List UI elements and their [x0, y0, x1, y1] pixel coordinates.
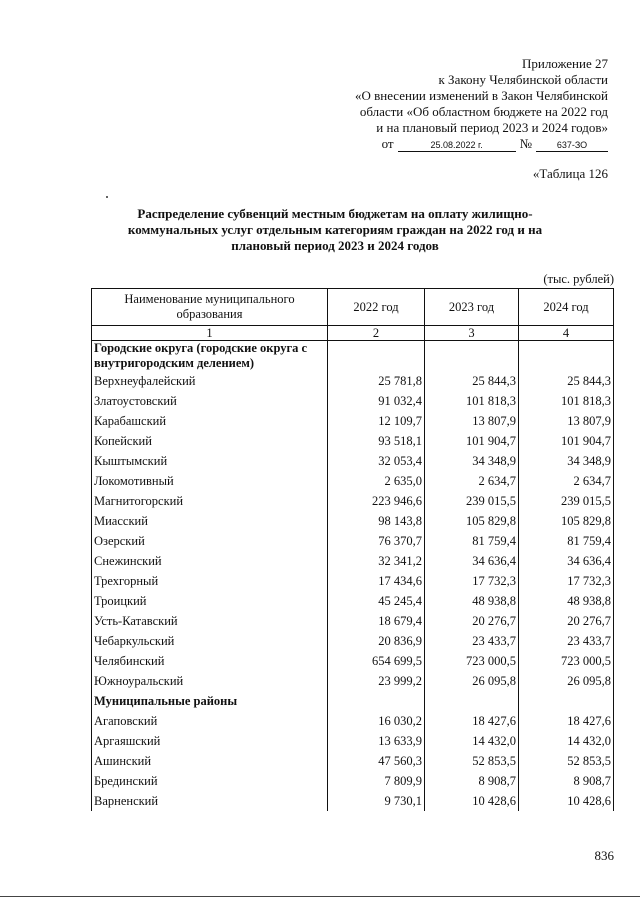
col-number: 4: [519, 326, 614, 341]
table-row: [92, 431, 614, 451]
value-2024: 34 348,9: [519, 451, 614, 471]
table-row: [92, 411, 614, 431]
value-2024: 52 853,5: [519, 751, 614, 771]
value-2022: 13 633,9: [328, 731, 425, 751]
row-name: Брединский: [92, 771, 328, 791]
row-name: Трехгорный: [92, 571, 328, 591]
row-name: Кыштымский: [92, 451, 328, 471]
value-2023: 8 908,7: [425, 771, 519, 791]
table-row: [92, 651, 614, 671]
value-2024: 81 759,4: [519, 531, 614, 551]
row-name: Челябинский: [92, 651, 328, 671]
value-2023: 34 348,9: [425, 451, 519, 471]
table-row: [92, 511, 614, 531]
value-2023: 723 000,5: [425, 651, 519, 671]
value-2022: 23 999,2: [328, 671, 425, 691]
row-name: Озерский: [92, 531, 328, 551]
row-name: Верхнеуфалейский: [92, 371, 328, 391]
value-2022: 2 635,0: [328, 471, 425, 491]
row-name: Златоустовский: [92, 391, 328, 411]
value-2023: 101 904,7: [425, 431, 519, 451]
header-line: к Закону Челябинской области: [438, 72, 608, 87]
value-2024: 723 000,5: [519, 651, 614, 671]
table-row: [92, 491, 614, 511]
value-2022: 654 699,5: [328, 651, 425, 671]
header-line: и на плановый период 2023 и 2024 годов»: [376, 120, 608, 135]
table-row: [92, 711, 614, 731]
row-name: Агаповский: [92, 711, 328, 731]
scan-speck: [106, 196, 108, 198]
value-2022: 17 434,6: [328, 571, 425, 591]
value-2022: 47 560,3: [328, 751, 425, 771]
value-2022: 16 030,2: [328, 711, 425, 731]
table-row: [92, 391, 614, 411]
value-2023: 23 433,7: [425, 631, 519, 651]
section-title: Муниципальные районы: [92, 691, 328, 711]
value-2022: 98 143,8: [328, 511, 425, 531]
table-row: [92, 531, 614, 551]
table-row: [92, 551, 614, 571]
header-line: Приложение 27: [521, 56, 608, 71]
units-label: (тыс. рублей): [543, 272, 614, 286]
value-2022: 76 370,7: [328, 531, 425, 551]
col-header-name: Наименование муниципального образования: [92, 289, 328, 326]
table-row: [92, 471, 614, 491]
table-row: [92, 571, 614, 591]
value-2023: 101 818,3: [425, 391, 519, 411]
value-2022: 25 781,8: [328, 371, 425, 391]
law-number: 637-ЗО: [536, 140, 608, 152]
row-name: Чебаркульский: [92, 631, 328, 651]
value-2024: 10 428,6: [519, 791, 614, 811]
table-row: [92, 751, 614, 771]
table-row: [92, 731, 614, 751]
col-header-2024: 2024 год: [519, 289, 614, 326]
value-2022: 20 836,9: [328, 631, 425, 651]
value-2023: 34 636,4: [425, 551, 519, 571]
row-name: Усть-Катавский: [92, 611, 328, 631]
value-2023: 14 432,0: [425, 731, 519, 751]
col-number: 2: [328, 326, 425, 341]
value-2023: 17 732,3: [425, 571, 519, 591]
law-date-number: [288, 136, 608, 152]
value-2024: 23 433,7: [519, 631, 614, 651]
value-2023: 2 634,7: [425, 471, 519, 491]
value-2024: 13 807,9: [519, 411, 614, 431]
table-row: [92, 611, 614, 631]
table-row: [92, 371, 614, 391]
value-2024: 26 095,8: [519, 671, 614, 691]
value-2022: 91 032,4: [328, 391, 425, 411]
table-row: [92, 631, 614, 651]
value-2022: 7 809,9: [328, 771, 425, 791]
value-2023: 52 853,5: [425, 751, 519, 771]
value-2023: 48 938,8: [425, 591, 519, 611]
table-header-row: [92, 289, 614, 326]
col-header-2023: 2023 год: [425, 289, 519, 326]
page-number: 836: [594, 848, 614, 863]
row-name: Южноуральский: [92, 671, 328, 691]
value-2024: 25 844,3: [519, 371, 614, 391]
value-2022: 18 679,4: [328, 611, 425, 631]
value-2024: 18 427,6: [519, 711, 614, 731]
table-row: [92, 591, 614, 611]
document-title: Распределение субвенций местным бюджетам на оплату жилищно-коммунальных услуг отдельным категориям граждан на 2022 год и на плановый период 2023 и 2024 годов: [127, 206, 543, 253]
from-label: от: [381, 136, 394, 151]
section-row-municipal-districts: [92, 691, 614, 711]
value-2022: 32 341,2: [328, 551, 425, 571]
value-2023: 105 829,8: [425, 511, 519, 531]
row-name: Снежинский: [92, 551, 328, 571]
value-2022: 32 053,4: [328, 451, 425, 471]
value-2024: 34 636,4: [519, 551, 614, 571]
value-2024: 101 818,3: [519, 391, 614, 411]
value-2022: 9 730,1: [328, 791, 425, 811]
row-name: Копейский: [92, 431, 328, 451]
value-2022: 93 518,1: [328, 431, 425, 451]
value-2024: 2 634,7: [519, 471, 614, 491]
value-2024: 239 015,5: [519, 491, 614, 511]
col-number: 3: [425, 326, 519, 341]
header-line: «О внесении изменений в Закон Челябинской: [354, 88, 608, 103]
row-name: Аргаяшский: [92, 731, 328, 751]
table-row: [92, 671, 614, 691]
value-2023: 20 276,7: [425, 611, 519, 631]
row-name: Варненский: [92, 791, 328, 811]
table-label: «Таблица 126: [532, 166, 608, 181]
value-2023: 239 015,5: [425, 491, 519, 511]
value-2024: 101 904,7: [519, 431, 614, 451]
appendix-header: [288, 56, 608, 152]
table-row: [92, 771, 614, 791]
value-2024: 14 432,0: [519, 731, 614, 751]
value-2023: 25 844,3: [425, 371, 519, 391]
value-2022: 45 245,4: [328, 591, 425, 611]
section-row-city-districts: [92, 341, 614, 372]
row-name: Магнитогорский: [92, 491, 328, 511]
row-name: Локомотивный: [92, 471, 328, 491]
col-number: 1: [92, 326, 328, 341]
row-name: Троицкий: [92, 591, 328, 611]
value-2024: 17 732,3: [519, 571, 614, 591]
value-2022: 12 109,7: [328, 411, 425, 431]
value-2023: 81 759,4: [425, 531, 519, 551]
header-line: области «Об областном бюджете на 2022 год: [359, 104, 608, 119]
row-name: Миасский: [92, 511, 328, 531]
value-2023: 18 427,6: [425, 711, 519, 731]
section-title: Городские округа (городские округа с внутригородским делением): [92, 341, 328, 372]
table-row: [92, 791, 614, 811]
column-number-row: [92, 326, 614, 341]
bottom-rule: [0, 896, 640, 897]
subsidy-table: [91, 288, 614, 811]
row-name: Ашинский: [92, 751, 328, 771]
row-name: Карабашский: [92, 411, 328, 431]
col-header-2022: 2022 год: [328, 289, 425, 326]
law-date: 25.08.2022 г.: [398, 140, 516, 152]
value-2023: 10 428,6: [425, 791, 519, 811]
value-2023: 13 807,9: [425, 411, 519, 431]
value-2024: 8 908,7: [519, 771, 614, 791]
table-row: [92, 451, 614, 471]
value-2023: 26 095,8: [425, 671, 519, 691]
value-2024: 20 276,7: [519, 611, 614, 631]
number-label: №: [519, 136, 532, 151]
value-2024: 48 938,8: [519, 591, 614, 611]
value-2024: 105 829,8: [519, 511, 614, 531]
value-2022: 223 946,6: [328, 491, 425, 511]
